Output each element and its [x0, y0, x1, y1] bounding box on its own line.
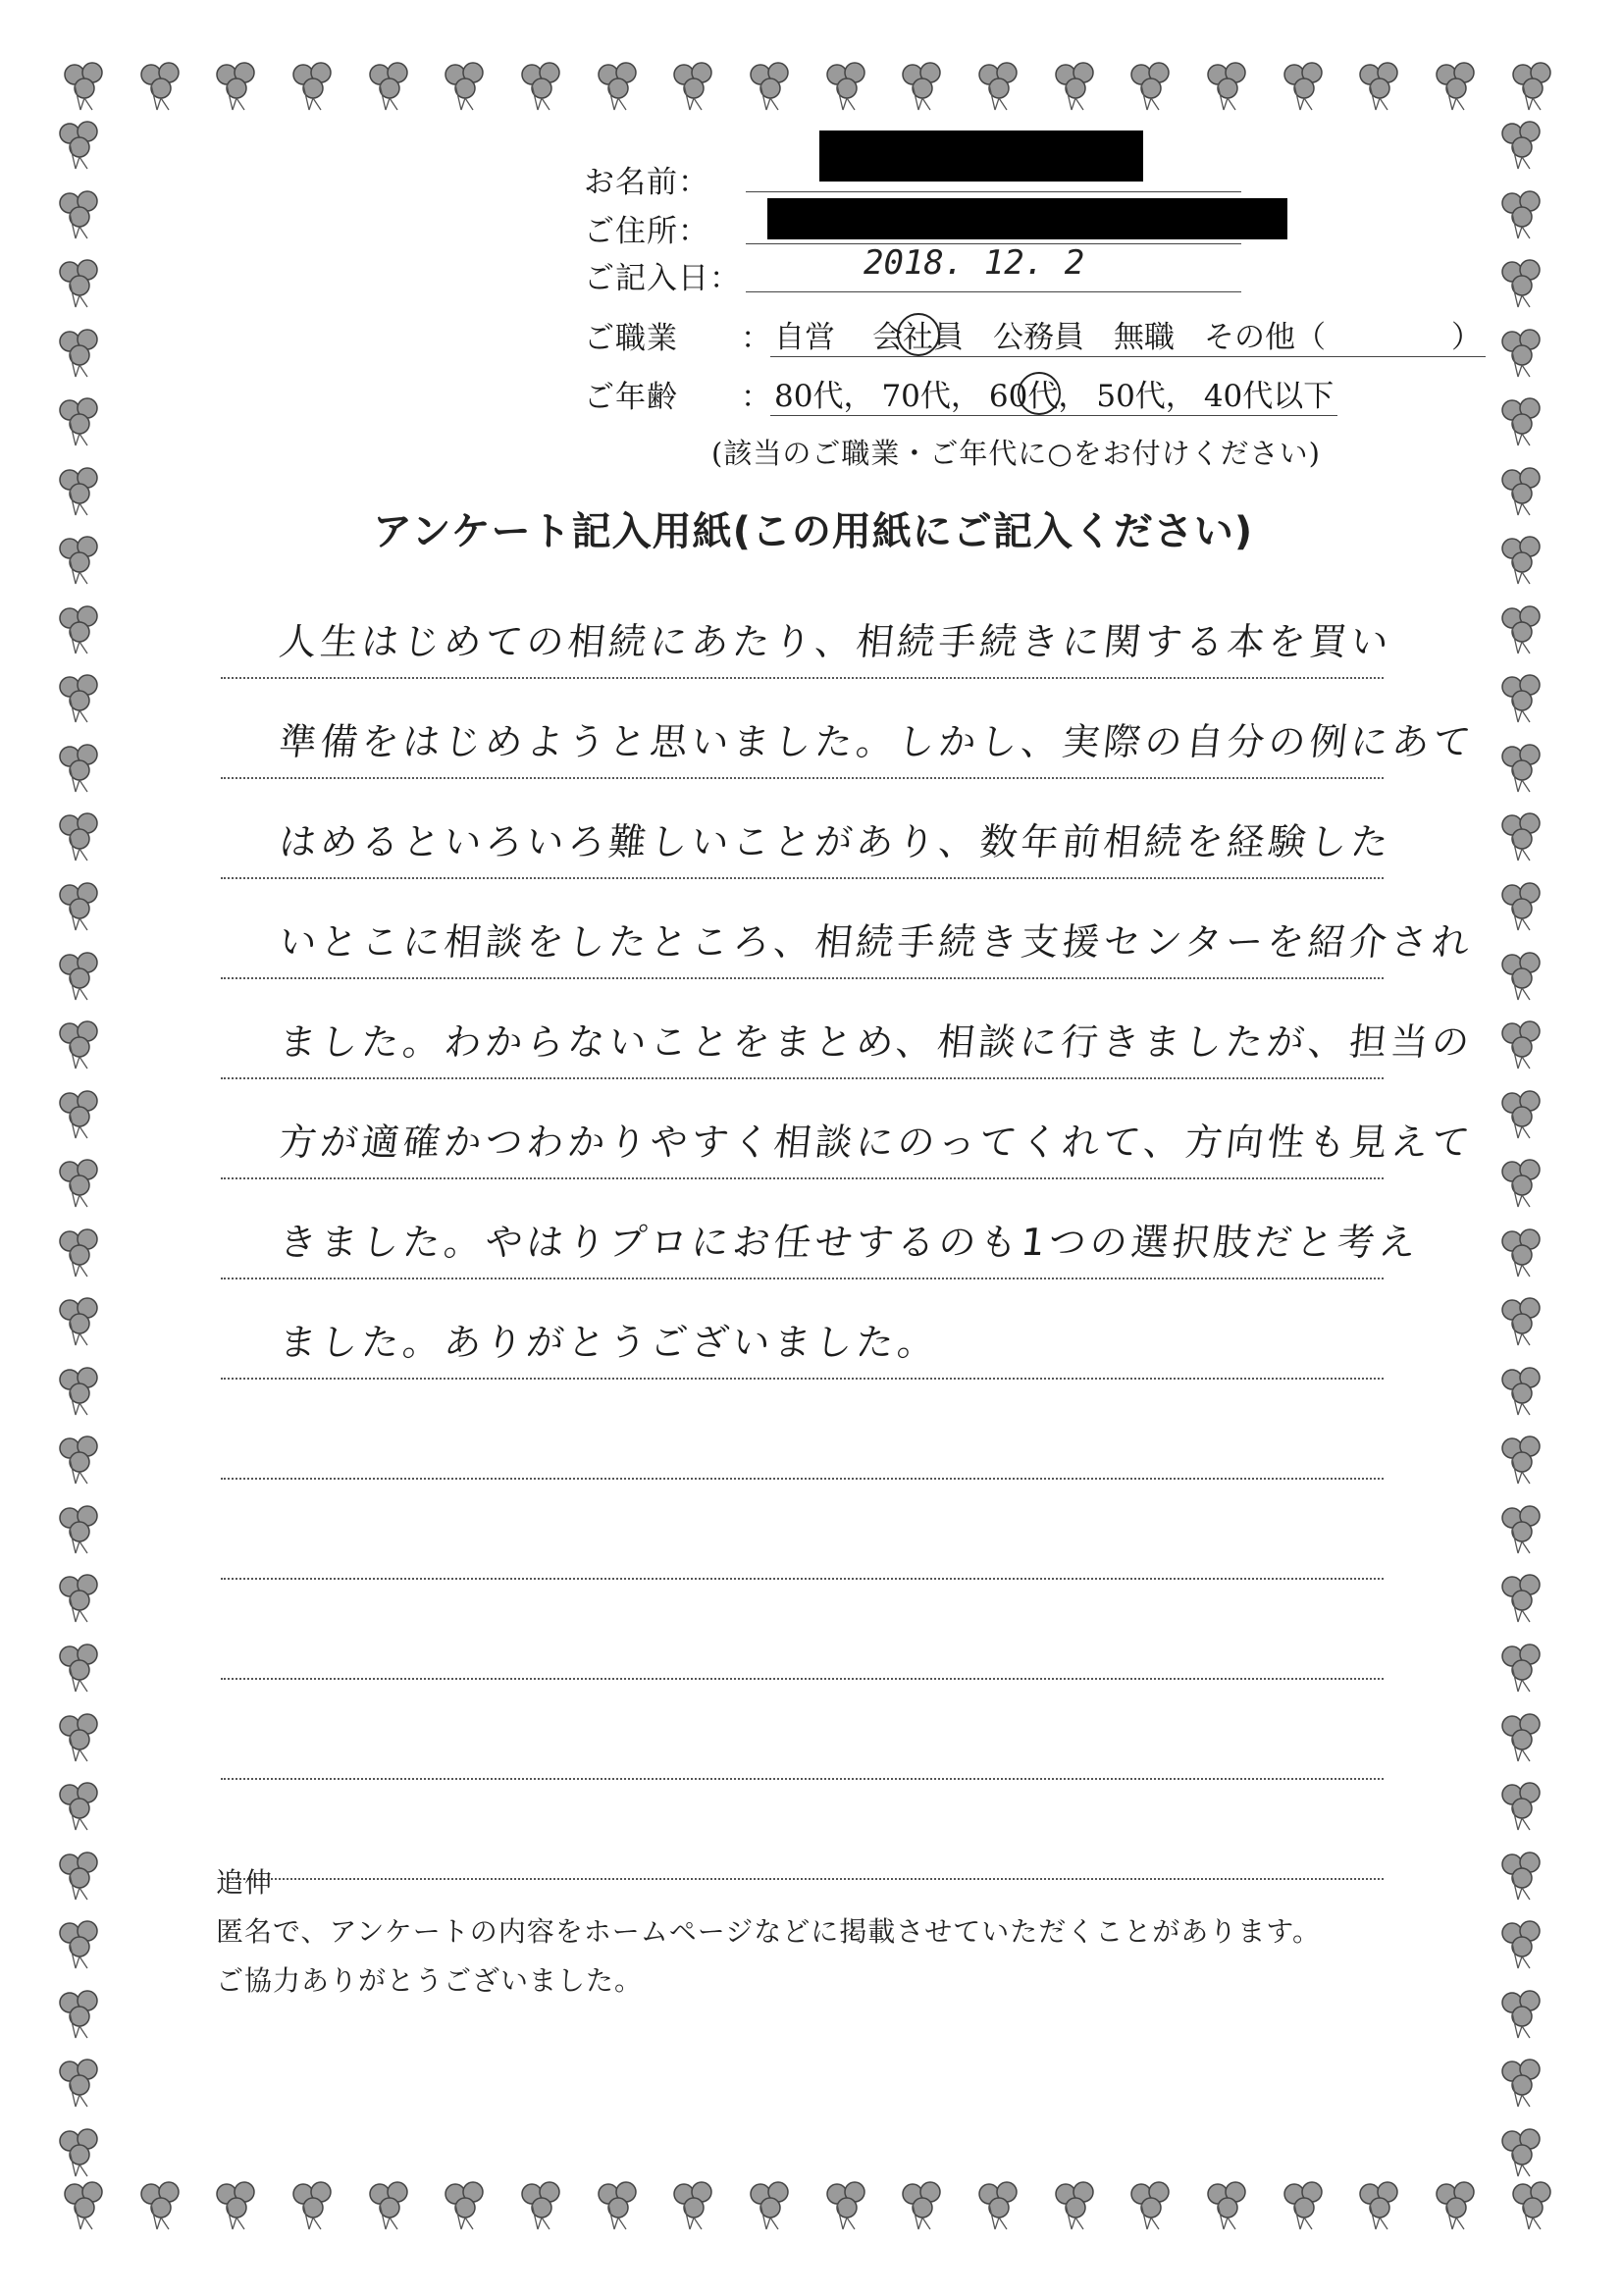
balloon-icon: [440, 59, 493, 112]
balloon-icon: [1496, 1018, 1549, 1070]
balloon-icon: [1496, 1710, 1549, 1763]
balloon-icon: [1431, 59, 1484, 112]
balloon-icon: [1050, 2178, 1103, 2231]
job-options: [770, 312, 1486, 357]
balloon-icon: [745, 2178, 798, 2231]
balloon-icon: [1496, 1571, 1549, 1624]
balloon-icon: [54, 949, 107, 1002]
balloon-icon: [1496, 809, 1549, 862]
balloon-icon: [1507, 2178, 1560, 2231]
job-option-other: その他（: [1204, 320, 1326, 355]
postscript-line-2: ご協力ありがとうございました。: [216, 1964, 644, 1997]
response-line-text: ました。わからないことをまとめ、相談に行きましたが、担当の: [277, 1020, 1476, 1064]
balloon-icon: [1496, 741, 1549, 794]
response-line-text: はめるといろいろ難しいことがあり、数年前相続を経験した: [277, 820, 1394, 863]
response-line: [221, 1279, 1384, 1380]
balloon-icon: [364, 59, 417, 112]
balloon-icon: [973, 59, 1026, 112]
border-right: [1496, 118, 1565, 2178]
name-label: お名前：: [584, 165, 709, 200]
balloon-icon: [54, 809, 107, 862]
instruction-note: (該当のご職業・ご年代に○をお付けください): [711, 437, 1321, 470]
age-label: ご年齢: [584, 380, 678, 415]
balloon-icon: [54, 1849, 107, 1902]
balloon-icon: [516, 59, 569, 112]
response-line: [221, 1079, 1476, 1179]
age-option-50s: 50代，: [1096, 379, 1196, 414]
balloon-icon: [1496, 1849, 1549, 1902]
balloon-icon: [1496, 1087, 1549, 1140]
balloon-icon: [1496, 1502, 1549, 1555]
balloon-icon: [59, 2178, 112, 2231]
date-line: [746, 291, 1241, 292]
age-option-80s: 80代，: [774, 379, 874, 414]
balloon-icon: [54, 1571, 107, 1624]
balloon-icon: [821, 59, 874, 112]
response-line: [221, 1780, 1384, 1880]
postscript-label: 追伸: [216, 1866, 274, 1899]
response-line: [221, 879, 1476, 979]
balloon-icon: [288, 2178, 340, 2231]
balloon-icon: [54, 256, 107, 309]
balloon-icon: [1496, 602, 1549, 655]
balloon-icon: [973, 2178, 1026, 2231]
balloon-icon: [54, 1433, 107, 1486]
response-line: [221, 679, 1477, 779]
job-option-public-servant: 公務員: [993, 320, 1084, 355]
balloon-icon: [1496, 2125, 1549, 2178]
balloon-icon: [1496, 1364, 1549, 1417]
balloon-icon: [1496, 187, 1549, 240]
balloon-icon: [54, 533, 107, 586]
response-line-text: いとこに相談をしたところ、相続手続き支援センターを紹介され: [277, 920, 1476, 964]
balloon-icon: [54, 671, 107, 724]
balloon-icon: [54, 1364, 107, 1417]
balloon-icon: [54, 394, 107, 447]
response-line-text: 人生はじめての相続にあたり、相続手続きに関する本を買い: [277, 620, 1394, 663]
response-line: [221, 579, 1394, 679]
balloon-icon: [897, 2178, 950, 2231]
balloon-icon: [1496, 464, 1549, 517]
balloon-icon: [668, 2178, 721, 2231]
balloon-icon: [1496, 949, 1549, 1002]
date-row: [584, 253, 741, 297]
balloon-icon: [211, 59, 264, 112]
balloon-icon: [1126, 2178, 1178, 2231]
balloon-icon: [1496, 118, 1549, 171]
balloon-icon: [54, 879, 107, 932]
balloon-icon: [1496, 394, 1549, 447]
balloon-icon: [364, 2178, 417, 2231]
response-line: [221, 979, 1476, 1079]
balloon-icon: [59, 59, 112, 112]
balloon-icon: [821, 2178, 874, 2231]
balloon-icon: [516, 2178, 569, 2231]
balloon-icon: [1496, 1987, 1549, 2040]
balloon-icon: [1496, 1779, 1549, 1832]
balloon-icon: [1496, 256, 1549, 309]
job-option-other-close: ）: [1451, 320, 1482, 355]
balloon-icon: [1496, 671, 1549, 724]
response-line: [221, 1680, 1384, 1780]
balloon-icon: [54, 1018, 107, 1070]
balloon-icon: [1496, 1156, 1549, 1209]
balloon-icon: [54, 1641, 107, 1694]
redaction-name: [819, 130, 1143, 182]
balloon-icon: [54, 2056, 107, 2109]
response-line-text: 準備をはじめようと思いました。しかし、実際の自分の例にあて: [277, 720, 1477, 763]
job-option-self-employed: 自営: [774, 320, 835, 355]
balloon-icon: [54, 1917, 107, 1970]
balloon-icon: [54, 464, 107, 517]
border-left: [54, 118, 123, 2178]
response-line: [221, 779, 1394, 879]
balloon-icon: [440, 2178, 493, 2231]
balloon-icon: [1496, 1226, 1549, 1278]
balloon-icon: [54, 1226, 107, 1278]
response-line: [221, 1380, 1384, 1480]
balloon-icon: [593, 59, 646, 112]
response-line-text: 方が適確かつわかりやすく相談にのってくれて、方向性も見えて: [277, 1121, 1476, 1164]
balloon-icon: [1496, 2056, 1549, 2109]
balloon-icon: [897, 59, 950, 112]
age-option-60s: 60代，: [985, 371, 1092, 415]
address-label: ご住所：: [584, 214, 709, 249]
balloon-icon: [54, 1156, 107, 1209]
balloon-icon: [54, 2125, 107, 2178]
balloon-icon: [135, 59, 188, 112]
age-row: ご年齢 ： 80代， 70代， 60代， 50代， 40代以下: [584, 371, 1337, 416]
balloon-icon: [1202, 2178, 1255, 2231]
balloon-icon: [54, 1294, 107, 1347]
balloon-icon: [1279, 59, 1332, 112]
balloon-icon: [1126, 59, 1178, 112]
balloon-icon: [668, 59, 721, 112]
balloon-icon: [1496, 533, 1549, 586]
job-option-company-employee: 会社員: [868, 312, 968, 356]
balloon-icon: [54, 1502, 107, 1555]
response-line: [221, 1580, 1384, 1680]
balloon-icon: [135, 2178, 188, 2231]
balloon-icon: [54, 1087, 107, 1140]
balloon-icon: [288, 59, 340, 112]
handwritten-response: [221, 579, 1477, 1880]
balloon-icon: [1354, 59, 1407, 112]
border-bottom: [59, 2178, 1560, 2247]
border-top: [59, 59, 1560, 128]
balloon-icon: [54, 118, 107, 171]
balloon-icon: [1354, 2178, 1407, 2231]
balloon-icon: [1496, 879, 1549, 932]
balloon-icon: [54, 326, 107, 379]
balloon-icon: [593, 2178, 646, 2231]
balloon-icon: [54, 741, 107, 794]
age-option-70s: 70代，: [881, 379, 981, 414]
balloon-icon: [1279, 2178, 1332, 2231]
response-line: [221, 1480, 1384, 1580]
date-label: ご記入日：: [584, 261, 741, 296]
balloon-icon: [54, 602, 107, 655]
balloon-icon: [1431, 2178, 1484, 2231]
response-line: [221, 1179, 1423, 1279]
balloon-icon: [1496, 1433, 1549, 1486]
response-line-text: ました。ありがとうございました。: [277, 1321, 941, 1364]
balloon-icon: [1202, 59, 1255, 112]
balloon-icon: [211, 2178, 264, 2231]
redaction-address: [767, 198, 1287, 239]
job-label: ご職業: [584, 321, 678, 356]
postscript-line-1: 匿名で、アンケートの内容をホームページなどに掲載させていただくことがあります。: [216, 1915, 1321, 1948]
response-line-text: きました。やはりプロにお任せするのも1つの選択肢だと考え: [277, 1221, 1423, 1264]
balloon-icon: [1496, 1641, 1549, 1694]
balloon-icon: [54, 1779, 107, 1832]
balloon-icon: [54, 1987, 107, 2040]
job-row: ご職業 ： 自営 会社員 公務員 無職 その他（ ）: [584, 312, 1486, 357]
address-row: [584, 206, 741, 250]
job-option-unemployed: 無職: [1114, 320, 1175, 355]
age-options: [770, 371, 1337, 416]
balloon-icon: [1496, 326, 1549, 379]
page-title: アンケート記入用紙(この用紙にご記入ください): [373, 509, 1254, 554]
balloon-icon: [745, 59, 798, 112]
age-option-40s-under: 40代以下: [1203, 379, 1335, 414]
balloon-icon: [1496, 1294, 1549, 1347]
balloon-icon: [1496, 1917, 1549, 1970]
balloon-icon: [1050, 59, 1103, 112]
balloon-icon: [54, 1710, 107, 1763]
balloon-icon: [1507, 59, 1560, 112]
balloon-icon: [54, 187, 107, 240]
name-line: [746, 191, 1241, 192]
name-row: [584, 157, 741, 201]
date-value: 2018. 12. 2: [864, 243, 1085, 283]
